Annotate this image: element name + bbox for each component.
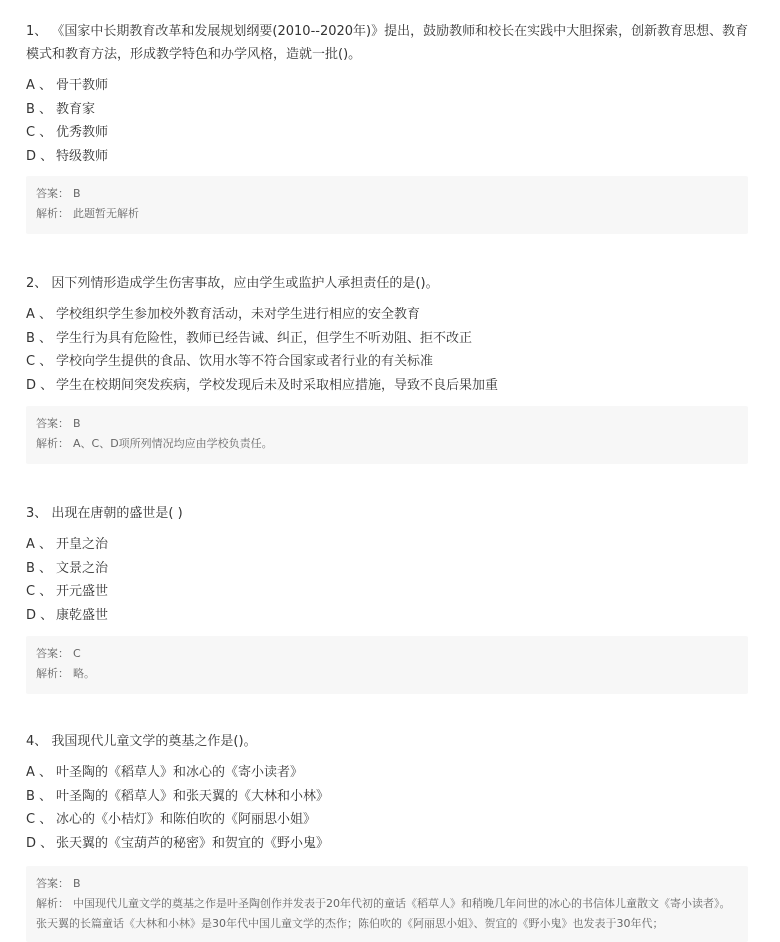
option-letter: A 、	[26, 78, 53, 93]
analysis-label: 解析：	[36, 437, 69, 450]
option-text: 冰心的《小桔灯》和陈伯吹的《阿丽思小姐》	[56, 812, 317, 827]
option-b[interactable]	[26, 557, 780, 581]
answer-value: C	[73, 647, 81, 660]
answer-label: 答案：	[36, 187, 69, 200]
analysis-line	[36, 204, 736, 224]
option-a[interactable]	[26, 761, 780, 785]
question-2	[0, 272, 780, 397]
option-letter: B 、	[26, 101, 53, 117]
option-text: 学校组织学生参加校外教育活动，未对学生进行相应的安全教育	[56, 307, 421, 322]
option-text: 康乾盛世	[56, 607, 109, 623]
question-stem	[26, 730, 756, 753]
option-text: 张天翼的《宝葫芦的秘密》和贺宜的《野小鬼》	[56, 835, 330, 851]
answer-line	[36, 184, 736, 204]
analysis-text: 略。	[73, 667, 95, 680]
analysis-label: 解析：	[36, 897, 69, 910]
option-letter: A 、	[26, 307, 53, 322]
option-text: 学校向学生提供的食品、饮用水等不符合国家或者行业的有关标准	[56, 354, 434, 369]
option-list	[26, 303, 780, 397]
answer-line	[36, 644, 736, 664]
option-letter: A 、	[26, 765, 53, 780]
question-number: 3、	[26, 506, 48, 521]
question-stem	[26, 272, 756, 295]
option-text: 文景之治	[56, 560, 109, 576]
answer-box	[26, 636, 748, 694]
option-d[interactable]	[26, 832, 780, 856]
question-3	[0, 502, 780, 627]
question-text: 出现在唐朝的盛世是( )	[51, 506, 183, 521]
question-1	[0, 20, 780, 168]
analysis-line	[36, 434, 736, 454]
option-c[interactable]	[26, 350, 780, 374]
option-text: 优秀教师	[56, 125, 109, 140]
question-stem	[26, 502, 756, 525]
option-text: 开元盛世	[56, 584, 109, 599]
option-b[interactable]	[26, 785, 780, 809]
option-b[interactable]	[26, 327, 780, 351]
option-text: 叶圣陶的《稻草人》和张天翼的《大林和小林》	[56, 788, 330, 804]
option-a[interactable]	[26, 74, 780, 98]
analysis-line	[36, 894, 736, 934]
question-stem	[26, 20, 756, 66]
option-text: 骨干教师	[56, 78, 109, 93]
analysis-text: A、C、D项所列情况均应由学校负责任。	[73, 437, 273, 450]
answer-box	[26, 406, 748, 464]
analysis-text: 中国现代儿童文学的奠基之作是叶圣陶创作并发表于20年代初的童话《稻草人》和稍晚几年问世的冰心的书信体儿童散文《寄小读者》。张天翼的长篇童话《大林和小林》是30年代中国儿童文学的杰作；陈伯吹的《阿丽思小姐》、贺宜的《野小鬼》也发表于30年代；	[36, 897, 731, 930]
option-letter: D 、	[26, 607, 54, 623]
option-list	[26, 761, 780, 855]
option-c[interactable]	[26, 121, 780, 145]
analysis-label: 解析：	[36, 667, 69, 680]
option-letter: D 、	[26, 148, 54, 164]
answer-label: 答案：	[36, 417, 69, 430]
option-c[interactable]	[26, 580, 780, 604]
answer-value: B	[73, 187, 81, 200]
answer-label: 答案：	[36, 877, 69, 890]
option-letter: D 、	[26, 377, 54, 393]
answer-line	[36, 874, 736, 894]
question-number: 1、	[26, 24, 48, 39]
option-text: 教育家	[56, 101, 96, 117]
option-letter: B 、	[26, 330, 53, 346]
answer-label: 答案：	[36, 647, 69, 660]
analysis-text: 此题暂无解析	[73, 207, 139, 220]
question-text: 《国家中长期教育改革和发展规划纲要(2010--2020年)》提出，鼓励教师和校长在实践中大胆探索，创新教育思想、教育模式和教育方法，形成教学特色和办学风格，造就一批()。	[26, 24, 749, 62]
analysis-line	[36, 664, 736, 684]
option-letter: C 、	[26, 812, 53, 827]
option-letter: C 、	[26, 125, 53, 140]
answer-value: B	[73, 417, 81, 430]
answer-line	[36, 414, 736, 434]
option-letter: B 、	[26, 788, 53, 804]
option-text: 叶圣陶的《稻草人》和冰心的《寄小读者》	[56, 765, 304, 780]
option-letter: C 、	[26, 584, 53, 599]
answer-value: B	[73, 877, 81, 890]
option-a[interactable]	[26, 533, 780, 557]
analysis-label: 解析：	[36, 207, 69, 220]
option-letter: A 、	[26, 537, 53, 552]
question-number: 2、	[26, 276, 48, 291]
option-d[interactable]	[26, 374, 780, 398]
option-b[interactable]	[26, 98, 780, 122]
question-text: 因下列情形造成学生伤害事故，应由学生或监护人承担责任的是()。	[51, 276, 439, 291]
option-text: 开皇之治	[56, 537, 109, 552]
option-letter: C 、	[26, 354, 53, 369]
option-text: 学生行为具有危险性，教师已经告诫、纠正，但学生不听劝阻、拒不改正	[56, 330, 473, 346]
option-c[interactable]	[26, 808, 780, 832]
option-list	[26, 533, 780, 627]
option-d[interactable]	[26, 145, 780, 169]
option-a[interactable]	[26, 303, 780, 327]
option-letter: B 、	[26, 560, 53, 576]
option-text: 特级教师	[56, 148, 109, 164]
option-d[interactable]	[26, 604, 780, 628]
question-text: 我国现代儿童文学的奠基之作是()。	[51, 734, 257, 749]
question-number: 4、	[26, 734, 48, 749]
question-4	[0, 730, 780, 855]
answer-box	[26, 866, 748, 942]
answer-box	[26, 176, 748, 234]
option-list	[26, 74, 780, 168]
option-letter: D 、	[26, 835, 54, 851]
option-text: 学生在校期间突发疾病，学校发现后未及时采取相应措施，导致不良后果加重	[56, 377, 499, 393]
